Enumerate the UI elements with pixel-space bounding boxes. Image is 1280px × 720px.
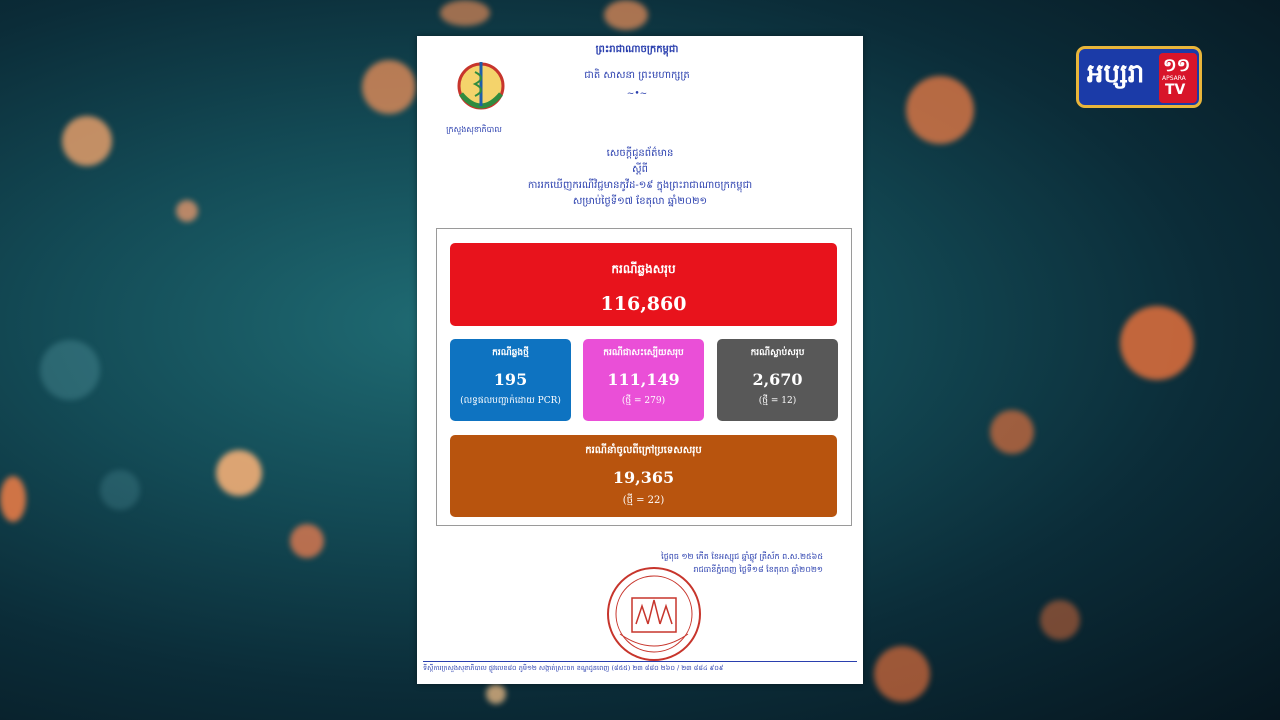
about-label: ស្ដីពី bbox=[632, 164, 648, 175]
kingdom-heading: ព្រះរាជាណាចក្រកម្ពុជា bbox=[595, 44, 679, 55]
bokeh-light bbox=[874, 646, 930, 702]
apsara-tv-logo bbox=[1076, 46, 1202, 108]
bokeh-light bbox=[440, 0, 490, 26]
bokeh-light bbox=[216, 450, 262, 496]
recovered-box bbox=[583, 339, 704, 421]
logo-tv-text: TV bbox=[1165, 82, 1186, 98]
new-cases-value: 195 bbox=[493, 370, 528, 389]
motto-ornament: ~•~ bbox=[626, 89, 648, 99]
ministry-name: ក្រសួងសុខាភិបាល bbox=[446, 125, 502, 134]
bokeh-light bbox=[604, 0, 648, 30]
deaths-note: (ថ្មី = 12) bbox=[758, 396, 797, 406]
imported-cases-value: 19,365 bbox=[612, 468, 675, 487]
bokeh-light bbox=[1040, 600, 1080, 640]
total-cases-value: 116,860 bbox=[600, 293, 687, 315]
total-cases-box bbox=[450, 243, 837, 326]
bokeh-light bbox=[486, 684, 506, 704]
bokeh-light bbox=[906, 76, 974, 144]
recovered-note: (ថ្មី = 279) bbox=[621, 396, 666, 406]
new-cases-note: (លទ្ធផលបញ្ជាក់ដោយ PCR) bbox=[460, 396, 561, 406]
footer-contact: ទីស្ដីការក្រសួងសុខាភិបាល ផ្លូវលេខ៨០ ភូមិ១២ សង្កាត់ស្រះចក ខណ្ឌដូនពេញ (៨៥៥) ២៣ ៨៨០ ២៦០ / ២៣ ៨៨៤ ៩០៩ bbox=[423, 661, 857, 674]
statistics-panel bbox=[436, 228, 852, 526]
imported-cases-note: (ថ្មី = 22) bbox=[622, 495, 665, 506]
deaths-value: 2,670 bbox=[752, 370, 803, 389]
imported-cases-box bbox=[450, 435, 837, 517]
official-seal-icon bbox=[602, 564, 706, 664]
deaths-label: ករណីស្លាប់សរុប bbox=[750, 348, 805, 358]
deaths-box bbox=[717, 339, 838, 421]
bokeh-light bbox=[990, 410, 1034, 454]
new-cases-label: ករណីឆ្លងថ្មី bbox=[492, 348, 529, 358]
bokeh-light bbox=[40, 340, 100, 400]
bokeh-light bbox=[290, 524, 324, 558]
bokeh-light bbox=[62, 116, 112, 166]
bokeh-light bbox=[362, 60, 416, 114]
covid-report-document bbox=[417, 36, 863, 684]
bokeh-light bbox=[1120, 306, 1194, 380]
logo-channel-number: ១១ bbox=[1163, 55, 1191, 76]
national-motto: ជាតិ សាសនា ព្រះមហាក្សត្រ bbox=[584, 70, 690, 81]
recovered-label: ករណីជាសះស្បើយសរុប bbox=[603, 348, 684, 358]
recovered-value: 111,149 bbox=[607, 370, 680, 389]
report-subject: ការរកឃើញករណីវិជ្ជមានកូវីដ-១៩ ក្នុងព្រះរាជាណាចក្រកម្ពុជា bbox=[527, 180, 753, 191]
total-cases-label: ករណីឆ្លងសរុប bbox=[611, 262, 676, 276]
imported-cases-label: ករណីនាំចូលពីក្រៅប្រទេសសរុប bbox=[585, 445, 702, 456]
bokeh-light bbox=[176, 200, 198, 222]
logo-apsara-text: APSARA bbox=[1162, 75, 1186, 82]
bokeh-light bbox=[100, 470, 140, 510]
new-cases-box bbox=[450, 339, 571, 421]
report-date: សម្រាប់ថ្ងៃទី១៧ ខែតុលា ឆ្នាំ២០២១ bbox=[572, 196, 708, 207]
ministry-emblem-icon bbox=[453, 56, 509, 116]
logo-word: អប្សរា bbox=[1087, 59, 1145, 89]
solar-date: រាជធានីភ្នំពេញ ថ្ងៃទី១៨ ខែតុលា ឆ្នាំ២០២១ bbox=[693, 565, 823, 574]
bokeh-light bbox=[0, 476, 26, 522]
notice-title: សេចក្ដីជូនព័ត៌មាន bbox=[606, 148, 674, 159]
lunar-date: ថ្ងៃពុធ ១២ កើត ខែអស្សុជ ឆ្នាំឆ្លូវ ត្រីស័ក ព.ស.២៥៦៥ bbox=[661, 552, 823, 561]
